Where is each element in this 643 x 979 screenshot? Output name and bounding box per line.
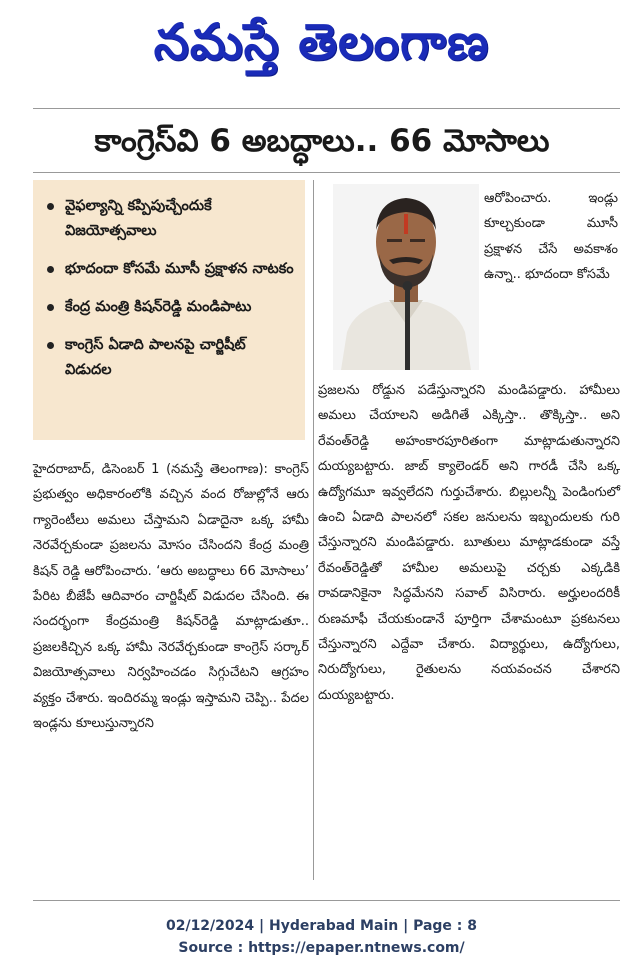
bottom-rule [33, 900, 620, 901]
highlights-list [45, 194, 295, 383]
article-body-right: ప్రజలను రోడ్డున పడేస్తున్నారని మండిపడ్డారు. హామీలు అమలు చేయాలని అడిగితే ఎక్కిస్తా.. తొక్కిస్తా.. అని రేవంత్‌రెడ్డి అహంకారపూరితంగా మాట్లాడుతున్నారని దుయ్యబట్టారు. జాబ్ క్యాలెండర్ అని గారడీ చేసి ఒక్క ఉద్యోగమూ ఇవ్వలేదని గుర్తుచేశారు. బిల్లులన్నీ పెండింగులో ఉంచి ఏడాది పాలనలో సకల జనులను ఇబ్బందులకు గురి చేస్తున్నారని మండిపడ్డారు. బూతులు మాట్లాడకుండా వస్తే రేవంత్‌రెడ్డితో హామీల అమలుపై చర్చకు ఎక్కడికి రావడానికైనా సిద్ధమేనని సవాల్ విసిరారు. అర్హులందరికీ రుణమాఫీ చేయకుండానే పూర్తిగా చేశామంటూ ప్రకటనలు చేస్తున్నారని ఎద్దేవా చేశారు. విద్యార్థులు, ఉద్యోగులు, నిరుద్యోగులు, రైతులను నయవంచన చేశారని దుయ్యబట్టారు. [318, 383, 620, 703]
bullet-icon [47, 203, 54, 210]
highlight-item [45, 194, 295, 244]
top-rule [33, 108, 620, 109]
article-body-right-top: ఆరోపించారు. ఇండ్లు కూల్చకుండా మూసీ ప్రక్షాళన చేసే అవకాశం ఉన్నా.. భూదందా కోసమే [484, 191, 618, 283]
minister-photo [333, 184, 479, 370]
highlight-item [45, 333, 295, 383]
highlight-text: భూదందా కోసమే మూసీ ప్రక్షాళన నాటకం [65, 261, 294, 277]
headline-rule [33, 172, 620, 173]
highlights-box [33, 180, 305, 440]
portrait-image [333, 184, 479, 370]
edition-info: 02/12/2024 | Hyderabad Main | Page : 8 [165, 918, 478, 934]
article-body-left: హైదరాబాద్, డిసెంబర్ 1 (నమస్తే తెలంగాణ): కాంగ్రెస్ ప్రభుత్వం అధికారంలోకి వచ్చిన వంద రోజుల్లోనే ఆరు గ్యారెంటీలు అమలు చేస్తామని ఏడాదైనా ఒక్క హామీ నెరవేర్చకుండా ప్రజలను మోసం చేసిందని కేంద్ర మంత్రి కిషన్ రెడ్డి ఆరోపించారు. ‘ఆరు అబద్ధాలు 66 మోసాలు’ పేరిట బీజేపీ ఆదివారం చార్జిషీట్ విడుదల చేసింది. ఈ సందర్భంగా కేంద్రమంత్రి కిషన్‌రెడ్డి మాట్లాడుతూ.. ప్రజలకిచ్చిన ఒక్క హామీ నెరవేర్చకుండా కాంగ్రెస్ సర్కార్ విజయోత్సవాలు నిర్వహించడం సిగ్గుచేటని ఆగ్రహం వ్యక్తం చేశారు. ఇందిరమ్మ ఇండ్లు ఇస్తామని చెప్పి.. పేదల ఇండ్లను కూలుస్తున్నారని [33, 462, 309, 732]
source-link[interactable]: Source : https://epaper.ntnews.com/ [178, 940, 465, 956]
masthead [0, 0, 643, 96]
bullet-icon [47, 304, 54, 311]
bullet-icon [47, 342, 54, 349]
bullet-icon [47, 266, 54, 273]
highlight-text: కాంగ్రెస్ ఏడాది పాలనపై చార్జిషీట్ విడుదల [65, 337, 246, 378]
highlight-item [45, 257, 295, 282]
highlight-text: కేంద్ర మంత్రి కిషన్‌రెడ్డి మండిపాటు [65, 299, 252, 315]
article-headline: కాంగ్రెస్‌వి 6 అబద్ధాలు.. 66 మోసాలు [94, 123, 550, 159]
highlight-text: వైఫల్యాన్ని కప్పిపుచ్చేందుకే విజయోత్సవాలు [65, 198, 212, 239]
newspaper-logo: నమస్తే తెలంగాణ [153, 12, 490, 71]
column-divider [313, 180, 314, 880]
highlight-item [45, 295, 295, 320]
